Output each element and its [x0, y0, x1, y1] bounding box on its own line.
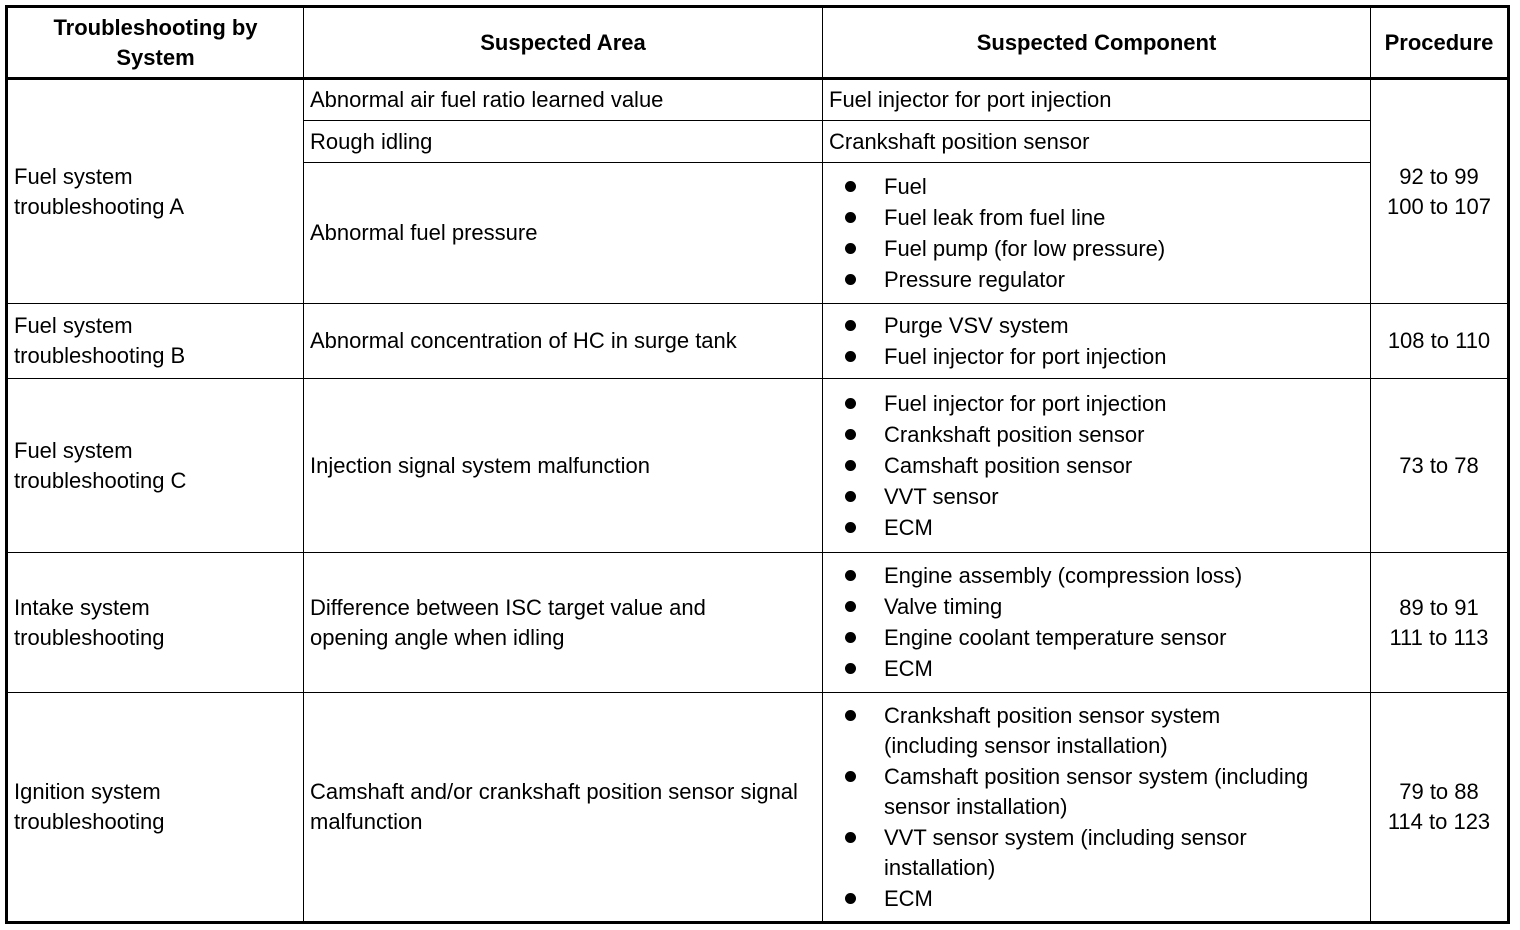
- list-item: Camshaft position sensor system (including sensor installation): [845, 762, 1364, 822]
- list-item: ECM: [845, 513, 1364, 543]
- table-row: [7, 693, 1509, 923]
- bullet-icon: [845, 491, 856, 502]
- header-component: Suspected Component: [823, 7, 1371, 79]
- list-item: Crankshaft position sensor system (including sensor installation): [845, 701, 1364, 761]
- bullet-icon: [845, 398, 856, 409]
- bullet-icon: [845, 243, 856, 254]
- bullet-icon: [845, 893, 856, 904]
- area-cell: Abnormal air fuel ratio learned value: [304, 79, 823, 121]
- system-cell: Ignition system troubleshooting: [7, 693, 304, 923]
- bullet-icon: [845, 460, 856, 471]
- area-cell: Abnormal fuel pressure: [304, 163, 823, 304]
- header-area: Suspected Area: [304, 7, 823, 79]
- bullet-icon: [845, 212, 856, 223]
- bullet-icon: [845, 351, 856, 362]
- component-cell: [823, 553, 1371, 693]
- list-item: Fuel pump (for low pressure): [845, 234, 1364, 264]
- system-cell: Intake system troubleshooting: [7, 553, 304, 693]
- bullet-icon: [845, 663, 856, 674]
- list-item: Camshaft position sensor: [845, 451, 1364, 481]
- system-cell: Fuel system troubleshooting B: [7, 304, 304, 379]
- table-row: [7, 79, 1509, 121]
- header-system: Troubleshooting by System: [7, 7, 304, 79]
- bullet-icon: [845, 181, 856, 192]
- area-cell: Camshaft and/or crankshaft position sensor signal malfunction: [304, 693, 823, 923]
- list-item: ECM: [845, 654, 1364, 684]
- procedure-cell: 92 to 99 100 to 107: [1371, 79, 1509, 304]
- list-item: Fuel injector for port injection: [845, 342, 1364, 372]
- list-item: VVT sensor: [845, 482, 1364, 512]
- bullet-icon: [845, 632, 856, 643]
- area-cell: Abnormal concentration of HC in surge tank: [304, 304, 823, 379]
- component-cell: Crankshaft position sensor: [823, 121, 1371, 163]
- procedure-cell: 73 to 78: [1371, 379, 1509, 553]
- bullet-icon: [845, 601, 856, 612]
- procedure-cell: 79 to 88 114 to 123: [1371, 693, 1509, 923]
- list-item: Fuel leak from fuel line: [845, 203, 1364, 233]
- list-item: Purge VSV system: [845, 311, 1364, 341]
- list-item: Engine coolant temperature sensor: [845, 623, 1364, 653]
- bullet-icon: [845, 429, 856, 440]
- bullet-icon: [845, 570, 856, 581]
- bullet-icon: [845, 832, 856, 843]
- bullet-icon: [845, 522, 856, 533]
- list-item: Engine assembly (compression loss): [845, 561, 1364, 591]
- component-cell: [823, 163, 1371, 304]
- list-item: Pressure regulator: [845, 265, 1364, 295]
- system-cell: Fuel system troubleshooting C: [7, 379, 304, 553]
- list-item: VVT sensor system (including sensor installation): [845, 823, 1364, 883]
- procedure-cell: 89 to 91 111 to 113: [1371, 553, 1509, 693]
- table-row: [7, 379, 1509, 553]
- area-cell: Rough idling: [304, 121, 823, 163]
- bullet-icon: [845, 771, 856, 782]
- procedure-cell: 108 to 110: [1371, 304, 1509, 379]
- bullet-icon: [845, 710, 856, 721]
- area-cell: Difference between ISC target value and opening angle when idling: [304, 553, 823, 693]
- component-cell: [823, 304, 1371, 379]
- list-item: Fuel injector for port injection: [845, 389, 1364, 419]
- component-cell: [823, 693, 1371, 923]
- area-cell: Injection signal system malfunction: [304, 379, 823, 553]
- list-item: Fuel: [845, 172, 1364, 202]
- troubleshooting-table: [5, 5, 1510, 924]
- header-row: [7, 7, 1509, 79]
- bullet-icon: [845, 320, 856, 331]
- bullet-icon: [845, 274, 856, 285]
- list-item: Valve timing: [845, 592, 1364, 622]
- table-row: [7, 553, 1509, 693]
- system-cell: Fuel system troubleshooting A: [7, 79, 304, 304]
- table-row: [7, 304, 1509, 379]
- component-cell: Fuel injector for port injection: [823, 79, 1371, 121]
- list-item: ECM: [845, 884, 1364, 914]
- list-item: Crankshaft position sensor: [845, 420, 1364, 450]
- component-cell: [823, 379, 1371, 553]
- header-procedure: Procedure: [1371, 7, 1509, 79]
